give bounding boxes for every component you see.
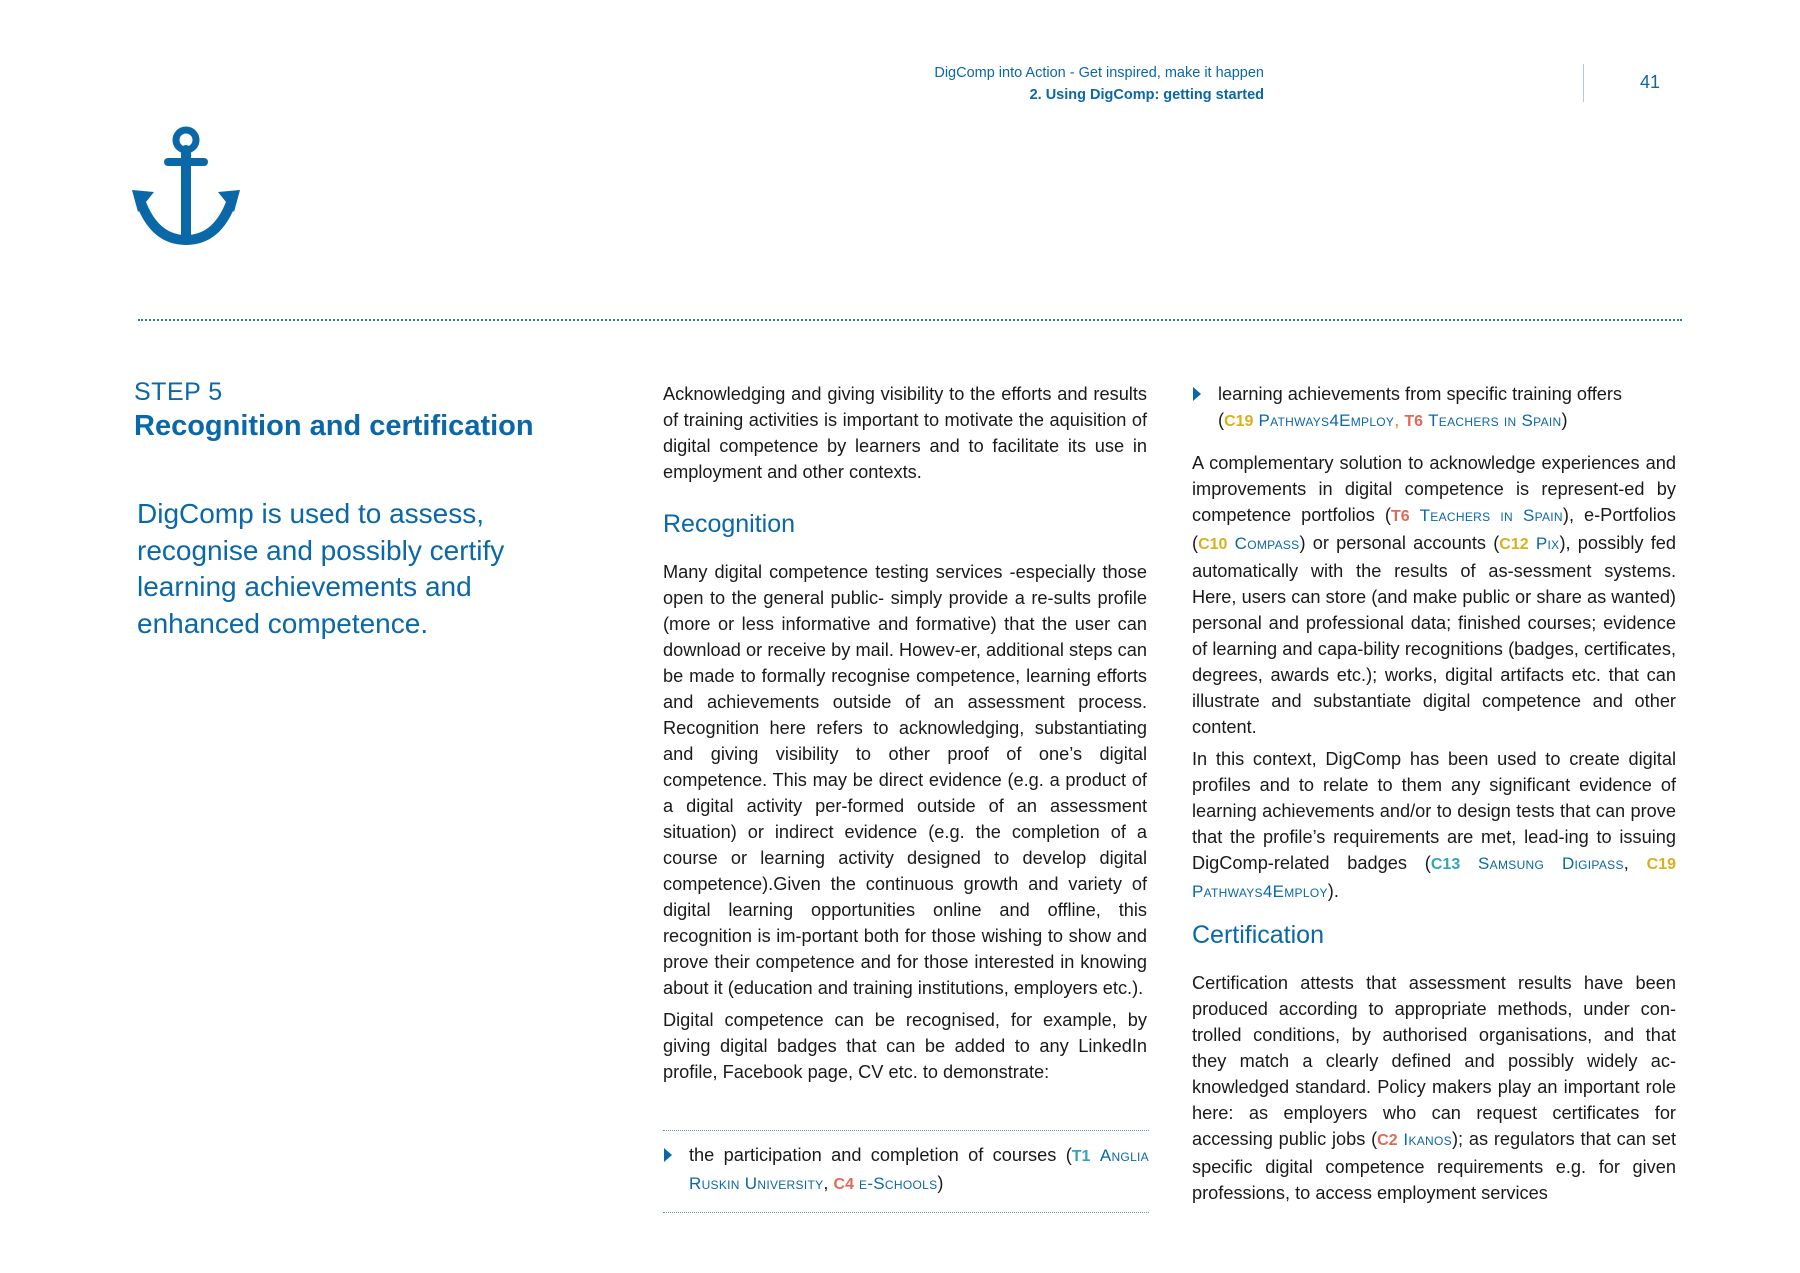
recognition-paragraph-1: Many digital competence testing services -especially those open to the general public- simply provide a re-sults profile (more or less informative and formative) that the user can download or receive by mail. Howev-er, additional steps can be made to formally recognise competence, learning efforts and achievements outside of an assessment process. Recognition here refers to acknowledging, substantiating and giving visibility to other proof of one’s digital competence. This may be direct evidence (e.g. a product of a digital activity per-formed outside of an assessment situation) or indirect evidence (e.g. the completion of a course or learning activity designed to develop digital competence).Given the continuous growth and variety of digital learning opportunities online and offline, this recognition is im-portant both for those wishing to show and prove their competence and for those interested in knowing about it (education and training institutions, employers etc.). bbox=[663, 562, 1147, 998]
ref-name[interactable]: Samsung Digipass bbox=[1478, 854, 1624, 873]
ref-name[interactable]: Teachers in Spain bbox=[1428, 411, 1562, 430]
bullet-training-text: learning achievements from specific training offers bbox=[1218, 384, 1623, 404]
intro-text: Acknowledging and giving visibility to the efforts and results of training activities is important to motivate the aquisition of digital competence by learners and to facilitate its use in employment and other contexts. bbox=[663, 384, 1147, 482]
ref-code[interactable]: C19 bbox=[1224, 413, 1254, 430]
recognition-paragraph-2: Digital competence can be recognised, for example, by giving digital badges that can be added to any LinkedIn profile, Facebook page, CV etc. to demonstrate: bbox=[663, 1010, 1147, 1082]
bullet-box-rule-top bbox=[663, 1130, 1149, 1131]
lead-statement: DigComp is used to assess, recognise and possibly certify learning achievements and enhanced competence. bbox=[137, 498, 505, 639]
portfolio-body bbox=[1192, 450, 1676, 905]
bullet-courses-text: the participation and completion of courses ( bbox=[689, 1145, 1072, 1165]
ref-code[interactable]: C10 bbox=[1198, 536, 1228, 553]
section-title: 2. Using DigComp: getting started bbox=[1029, 87, 1264, 103]
ref-name[interactable]: Anglia Ruskin University bbox=[689, 1146, 1149, 1193]
portfolio-paragraph bbox=[1192, 450, 1676, 740]
ref-code[interactable]: T6 bbox=[1390, 508, 1410, 525]
ref-name[interactable]: e-Schools bbox=[859, 1174, 938, 1193]
text-run: ), possibly fed automatically with the results of as-sessment systems. Here, users can store (and make public or share as wanted) personal and professional data; finished courses; evidence of learning and capa-bility recognitions (badges, certificates, degrees, awards etc.); works, digital artifacts etc. that can illustrate and substantiate digital competence and other content. bbox=[1192, 533, 1676, 737]
running-header bbox=[934, 62, 1264, 106]
text-run: ) or personal accounts ( bbox=[1299, 533, 1500, 553]
text-run: A complementary solution to acknowledge experiences and improvements in digital competence is represent-ed by competence portfolios ( bbox=[1192, 453, 1676, 525]
ref-close: ) bbox=[937, 1173, 944, 1193]
bullet-training-offers bbox=[1192, 381, 1676, 435]
ref-name[interactable]: Pathways4Employ bbox=[1192, 882, 1328, 901]
page-number: 41 bbox=[1640, 72, 1661, 92]
ref-code[interactable]: C19 bbox=[1646, 856, 1677, 873]
top-dotted-rule bbox=[138, 319, 1682, 321]
text-run: In this context, DigComp has been used to create digital profiles and to relate to them any significant evidence of learning achievements and/or to design tests that can prove that the profile’s requirements are met, lead-ing to issuing DigComp-related badges ( bbox=[1192, 749, 1676, 873]
ref-open: ( bbox=[1218, 410, 1225, 430]
section-heading: Recognition and certification bbox=[134, 410, 534, 442]
ref-close: ). bbox=[1327, 881, 1339, 901]
ref-code[interactable]: T1 bbox=[1071, 1148, 1091, 1165]
ref-name[interactable]: Compass bbox=[1234, 534, 1300, 553]
bullet-box-rule-bottom bbox=[663, 1212, 1149, 1213]
ref-code[interactable]: C12 bbox=[1499, 536, 1529, 553]
ref-code[interactable]: C2 bbox=[1377, 1132, 1398, 1149]
ref-name[interactable]: Ikanos bbox=[1403, 1130, 1452, 1149]
document-title: DigComp into Action - Get inspired, make it happen bbox=[934, 65, 1264, 81]
ref-close: ) bbox=[1561, 410, 1568, 430]
certification-body bbox=[1192, 970, 1676, 1206]
text-run: Certification attests that assessment results have been produced according to appropriate methods, under con-trolled conditions, by authorised organisations, and that they match a clearly defined and possibly widely ac-knowledged standard. Policy makers play an important role here: as employers who can request certificates for accessing public jobs ( bbox=[1192, 973, 1676, 1149]
bullet-triangle-icon bbox=[664, 1148, 672, 1162]
ref-name[interactable]: Teachers in Spain bbox=[1419, 506, 1563, 525]
ref-separator: , bbox=[1394, 410, 1405, 430]
recognition-body bbox=[663, 559, 1147, 1085]
header-divider bbox=[1583, 64, 1584, 102]
intro-paragraph bbox=[663, 381, 1147, 485]
text-run: ), e-Portfolios ( bbox=[1192, 505, 1676, 553]
certification-paragraph bbox=[1192, 970, 1676, 1206]
ref-separator: , bbox=[1623, 853, 1647, 873]
certification-heading: Certification bbox=[1192, 921, 1324, 949]
ref-name[interactable]: Pathways4Employ bbox=[1258, 411, 1395, 430]
text-run: ); as regulators that can set specific digital competence requirements e.g. for given professions, to access employment services bbox=[1192, 1129, 1676, 1203]
bullet-courses bbox=[663, 1142, 1149, 1198]
step-label: STEP 5 bbox=[134, 378, 223, 406]
ref-code[interactable]: C4 bbox=[833, 1176, 854, 1193]
anchor-icon bbox=[132, 126, 240, 254]
recognition-heading: Recognition bbox=[663, 510, 796, 538]
ref-code[interactable]: T6 bbox=[1404, 413, 1424, 430]
bullet-triangle-icon bbox=[1193, 387, 1201, 401]
ref-separator: , bbox=[823, 1173, 834, 1193]
ref-name[interactable]: Pix bbox=[1535, 534, 1560, 553]
ref-code[interactable]: C13 bbox=[1430, 856, 1461, 873]
digcomp-profiles-paragraph bbox=[1192, 746, 1676, 905]
